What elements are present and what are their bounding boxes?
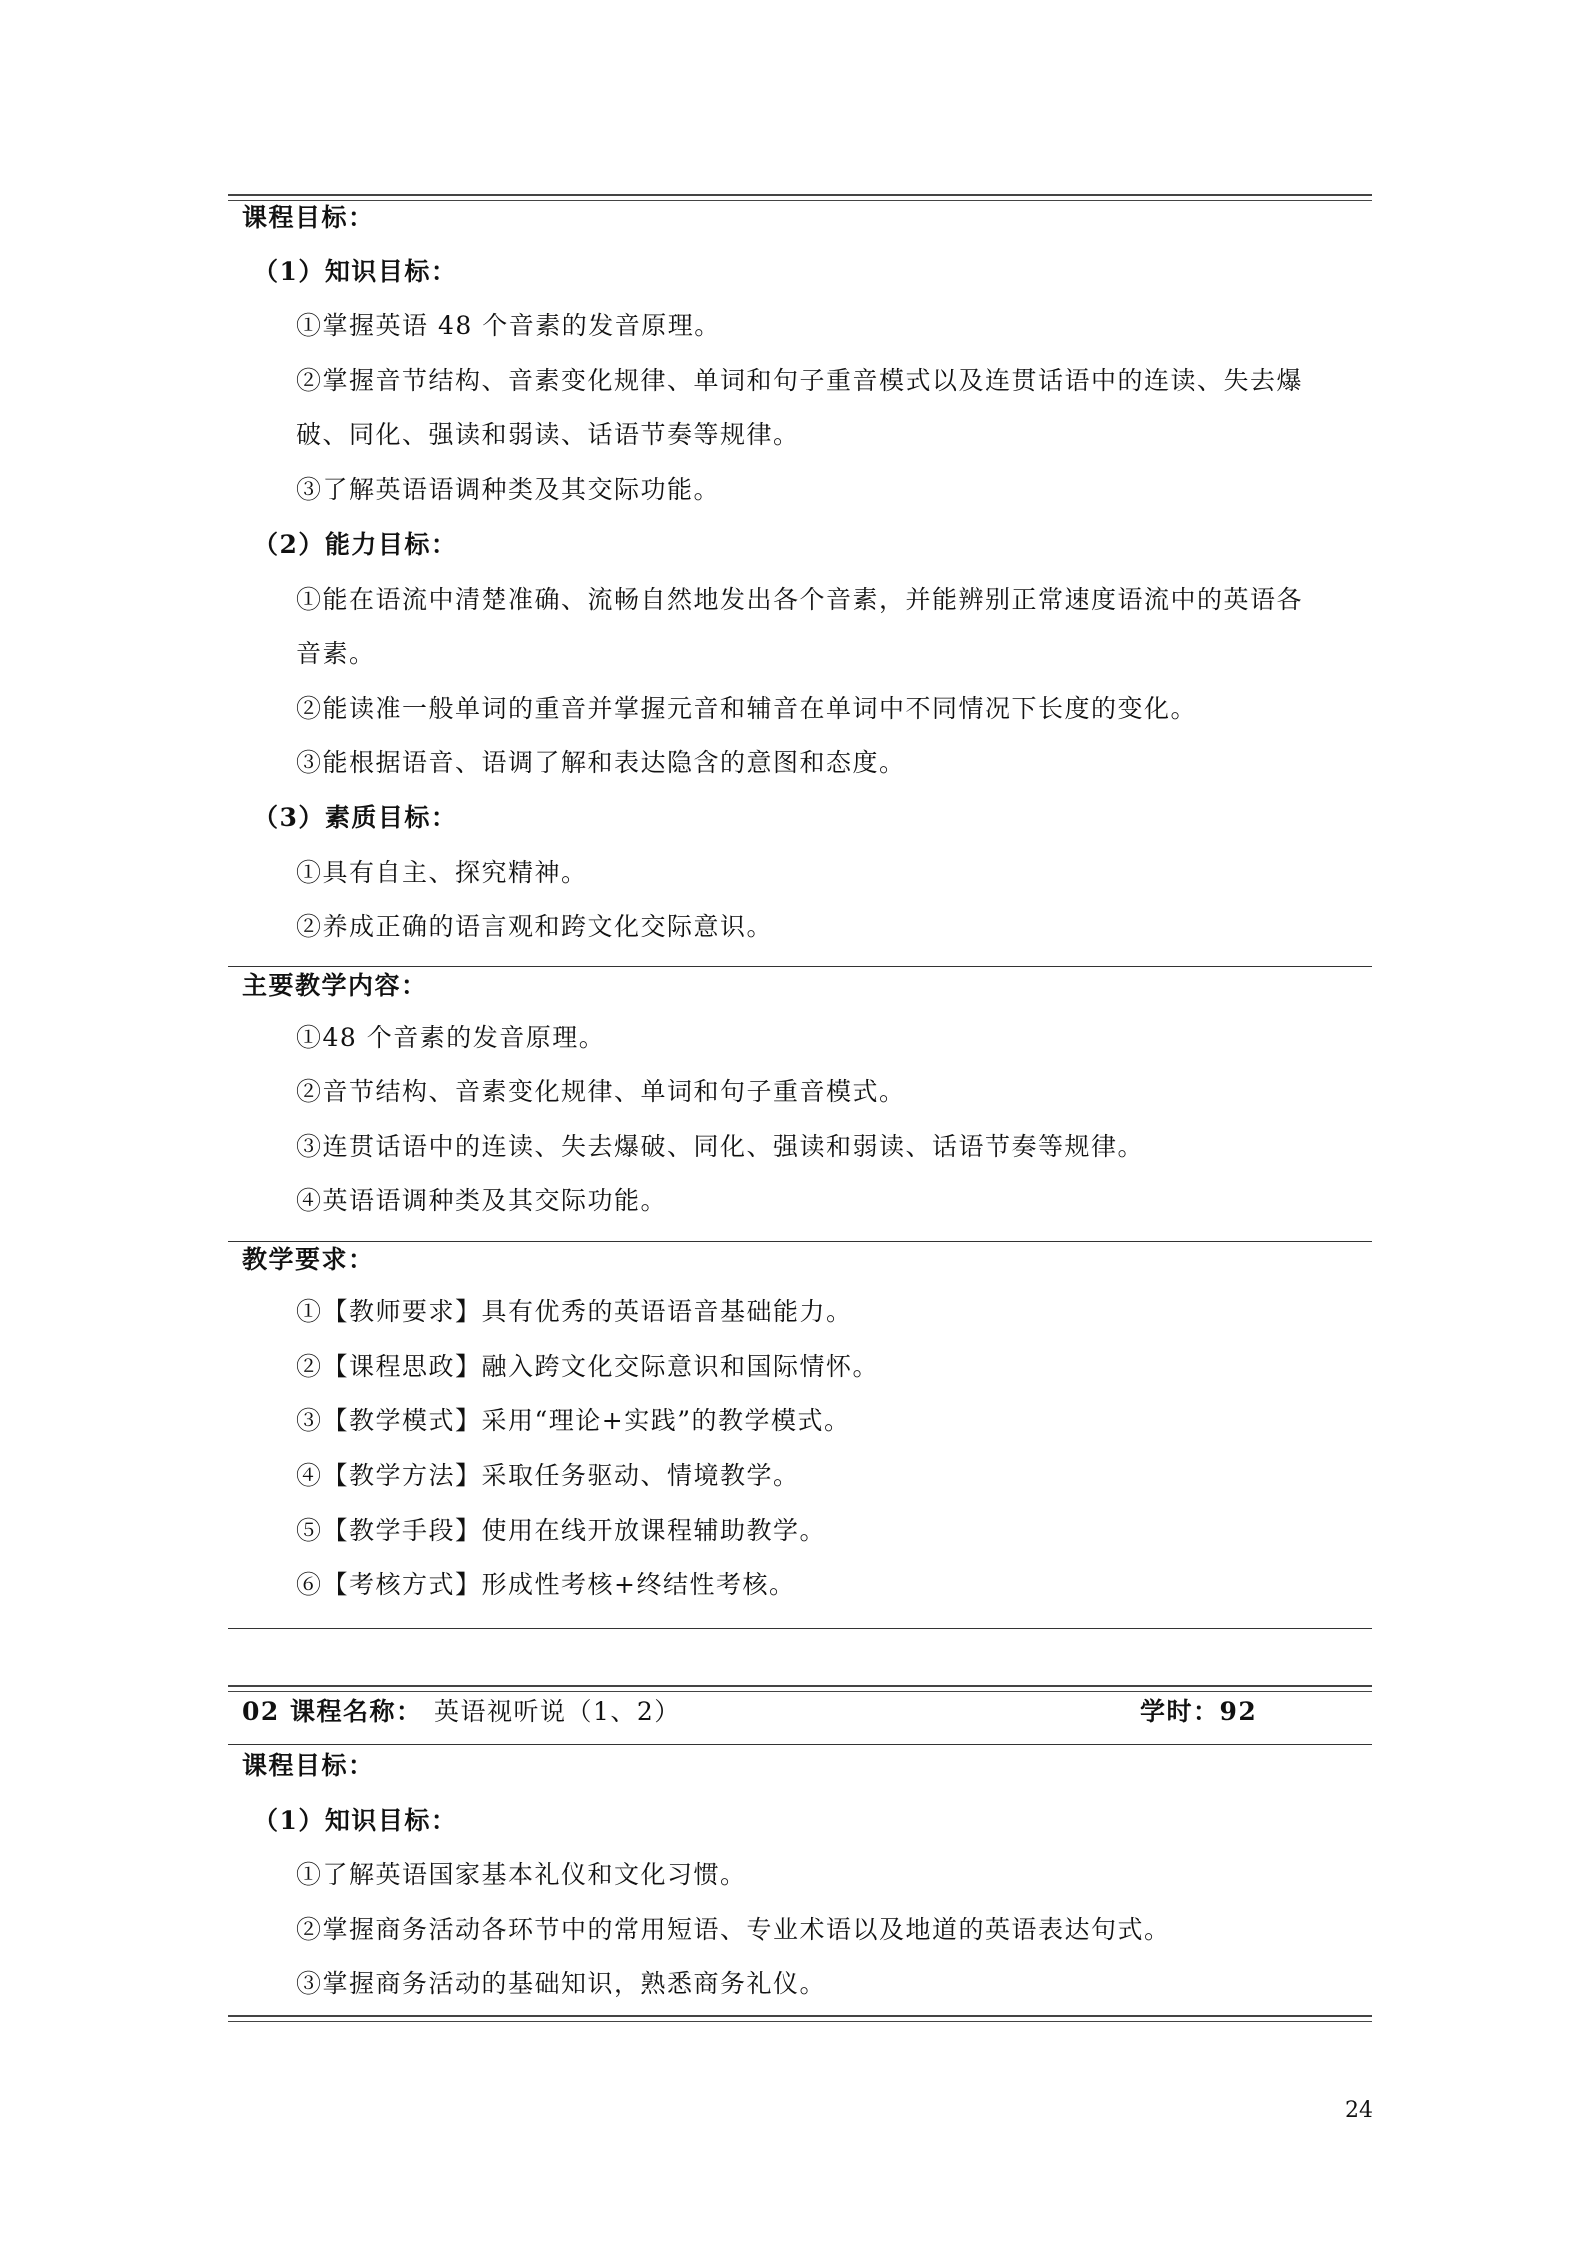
- list-item: ③掌握商务活动的基础知识，熟悉商务礼仪。: [296, 1969, 827, 1998]
- course-name: 英语视听说（1、2）: [434, 1697, 681, 1726]
- list-item: ③能根据语音、语调了解和表达隐含的意图和态度。: [296, 748, 906, 777]
- list-item: ①【教师要求】具有优秀的英语语音基础能力。: [296, 1297, 853, 1326]
- page-number: 24: [1345, 2098, 1373, 2123]
- list-item: ①具有自主、探究精神。: [296, 858, 588, 887]
- list-item: ⑤【教学手段】使用在线开放课程辅助教学。: [296, 1516, 827, 1545]
- section2-top-rule: [228, 1685, 1372, 1692]
- list-item: 音素。: [296, 639, 376, 668]
- course-label: 02 课程名称：: [242, 1697, 423, 1726]
- top-rule: [228, 194, 1372, 201]
- list-item: ①了解英语国家基本礼仪和文化习惯。: [296, 1860, 747, 1889]
- divider-content: [228, 966, 1372, 967]
- knowledge-heading: （1）知识目标：: [253, 1806, 458, 1835]
- course-header-rule: [228, 1744, 1372, 1745]
- list-item: ②掌握音节结构、音素变化规律、单词和句子重音模式以及连贯话语中的连读、失去爆: [296, 366, 1304, 395]
- list-item: ⑥【考核方式】形成性考核+终结性考核。: [296, 1570, 796, 1599]
- list-item: ②养成正确的语言观和跨文化交际意识。: [296, 912, 774, 941]
- goals-heading: 课程目标：: [242, 203, 375, 232]
- course-hours: 学时：92: [1140, 1697, 1258, 1726]
- content-heading: 主要教学内容：: [242, 971, 428, 1000]
- list-item: ①能在语流中清楚准确、流畅自然地发出各个音素，并能辨别正常速度语流中的英语各: [296, 585, 1304, 614]
- list-item: ①48 个音素的发音原理。: [296, 1023, 606, 1052]
- list-item: ②掌握商务活动各环节中的常用短语、专业术语以及地道的英语表达句式。: [296, 1915, 1171, 1944]
- divider-requirements: [228, 1241, 1372, 1242]
- list-item: ③连贯话语中的连读、失去爆破、同化、强读和弱读、话语节奏等规律。: [296, 1132, 1145, 1161]
- list-item: ②能读准一般单词的重音并掌握元音和辅音在单词中不同情况下长度的变化。: [296, 694, 1198, 723]
- list-item: ②【课程思政】融入跨文化交际意识和国际情怀。: [296, 1352, 880, 1381]
- list-item: ③了解英语语调种类及其交际功能。: [296, 475, 721, 504]
- list-item: 破、同化、强读和弱读、话语节奏等规律。: [296, 420, 800, 449]
- ability-heading: （2）能力目标：: [253, 530, 458, 559]
- list-item: ④英语语调种类及其交际功能。: [296, 1186, 668, 1215]
- list-item: ①掌握英语 48 个音素的发音原理。: [296, 311, 721, 340]
- section2-bottom-rule: [228, 2015, 1372, 2022]
- list-item: ②音节结构、音素变化规律、单词和句子重音模式。: [296, 1077, 906, 1106]
- list-item: ③【教学模式】采用“理论+实践”的教学模式。: [296, 1406, 851, 1435]
- requirements-heading: 教学要求：: [242, 1245, 375, 1274]
- quality-heading: （3）素质目标：: [253, 803, 458, 832]
- knowledge-heading: （1）知识目标：: [253, 257, 458, 286]
- goals-heading: 课程目标：: [242, 1751, 375, 1780]
- list-item: ④【教学方法】采取任务驱动、情境教学。: [296, 1461, 800, 1490]
- section1-bottom-rule: [228, 1628, 1372, 1629]
